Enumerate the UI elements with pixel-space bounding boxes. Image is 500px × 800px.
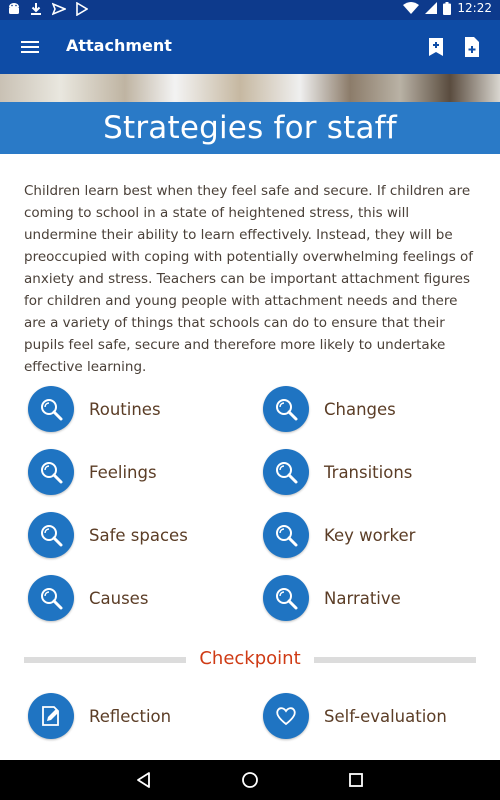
tile-safe-spaces[interactable]	[28, 511, 248, 559]
header-image	[0, 74, 500, 102]
back-icon[interactable]	[134, 770, 154, 790]
android-icon	[8, 2, 20, 16]
tile-label: Key worker	[324, 525, 416, 545]
tile-label: Changes	[324, 399, 396, 419]
status-bar	[0, 0, 500, 20]
tile-feelings[interactable]	[28, 448, 248, 496]
tile-label: Reflection	[89, 706, 172, 726]
recents-icon[interactable]	[346, 770, 366, 790]
home-icon[interactable]	[240, 770, 260, 790]
intro-paragraph: Children learn best when they feel safe and secure. If children are coming to school in a state of heightened stress, this will undermine their ability to learn effectively. Instead, they will be preoccupied with coping with potentially overwhelming feelings of anxiety and stress. Teachers can be important attachment figures for children and young people with attachment needs and there are a variety of things that schools can do to ensure that their pupils feel safe, secure and therefore more likely to undertake effective learning.	[24, 183, 474, 375]
page-title: Strategies for staff	[103, 110, 397, 146]
tile-self-evaluation[interactable]	[263, 692, 483, 740]
magnifier-icon	[263, 449, 309, 495]
tile-label: Feelings	[89, 462, 157, 482]
checkpoint-divider	[24, 645, 476, 675]
tile-label: Causes	[89, 588, 149, 608]
magnifier-icon	[28, 575, 74, 621]
tile-label: Safe spaces	[89, 525, 188, 545]
navigation-bar	[0, 760, 500, 800]
new-document-icon[interactable]	[460, 35, 484, 59]
tile-label: Self-evaluation	[324, 706, 447, 726]
heart-icon	[263, 693, 309, 739]
magnifier-icon	[263, 512, 309, 558]
status-notifications	[8, 2, 88, 16]
hamburger-menu-icon[interactable]	[18, 35, 42, 59]
app-bar	[0, 20, 500, 74]
wifi-icon	[403, 2, 419, 14]
checkpoint-heading: Checkpoint	[199, 648, 301, 669]
signal-icon	[425, 2, 437, 14]
magnifier-icon	[28, 449, 74, 495]
tile-narrative[interactable]	[263, 574, 483, 622]
app-title: Attachment	[66, 36, 172, 55]
tile-routines[interactable]	[28, 385, 248, 433]
send-icon	[52, 2, 66, 16]
tile-causes[interactable]	[28, 574, 248, 622]
tile-label: Transitions	[324, 462, 413, 482]
magnifier-icon	[263, 386, 309, 432]
title-banner	[0, 102, 500, 154]
magnifier-icon	[263, 575, 309, 621]
tile-label: Routines	[89, 399, 161, 419]
battery-icon	[443, 2, 451, 15]
play-store-icon	[76, 2, 88, 16]
status-time: 12:22	[457, 1, 492, 15]
status-system	[403, 1, 492, 15]
magnifier-icon	[28, 386, 74, 432]
edit-note-icon	[28, 693, 74, 739]
download-icon	[30, 2, 42, 16]
bookmark-add-icon[interactable]	[424, 35, 448, 59]
tile-changes[interactable]	[263, 385, 483, 433]
tile-label: Narrative	[324, 588, 401, 608]
divider-line	[314, 657, 476, 663]
tile-reflection[interactable]	[28, 692, 248, 740]
tile-key-worker[interactable]	[263, 511, 483, 559]
tile-transitions[interactable]	[263, 448, 483, 496]
magnifier-icon	[28, 512, 74, 558]
